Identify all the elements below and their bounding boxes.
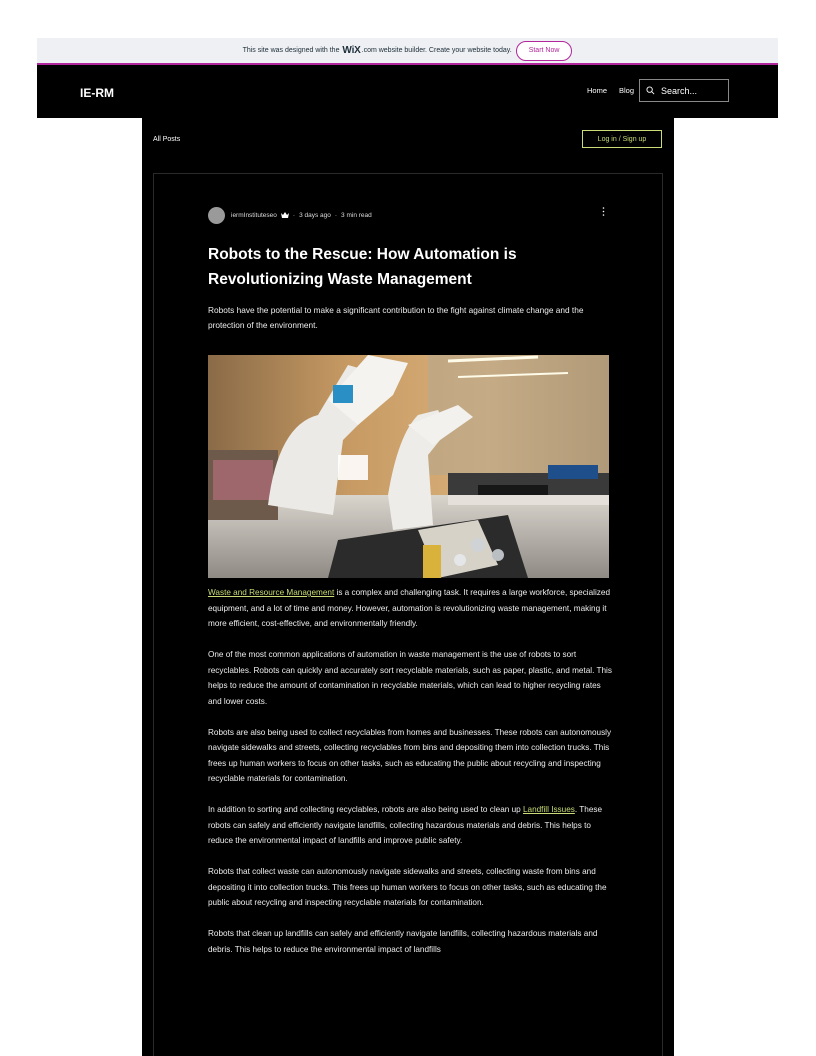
post-meta	[208, 207, 372, 224]
post-excerpt: Robots have the potential to make a significant contribution to the fight against climate change and the protection of the environment.	[208, 305, 584, 330]
banner-text-before: This site was designed with the	[242, 47, 340, 54]
nav-home-link[interactable]: Home	[587, 86, 608, 95]
login-signup-button[interactable]: Log in / Sign up	[582, 130, 662, 148]
read-time: 3 min read	[341, 212, 372, 219]
content-column	[142, 118, 674, 1056]
paragraph: One of the most common applications of automation in waste management is the use of robots to sort recyclables. Robots can quickly and accurately sort recyclable materials, such as paper, plastic, and metal. This helps to reduce the amount of contamination in recyclable materials, which can lead to higher recycling rates and lower costs.	[208, 650, 612, 706]
post-title: Robots to the Rescue: How Automation is Revolutionizing Waste Management	[208, 246, 517, 288]
search-placeholder: Search...	[661, 85, 698, 96]
author-name[interactable]: iermInstituteseo	[231, 212, 277, 219]
avatar[interactable]	[208, 207, 225, 224]
waste-management-link[interactable]: Waste and Resource Management	[208, 588, 335, 597]
wix-logo: WiX	[342, 45, 361, 56]
paragraph-text: . These robots can safely and efficiently navigate landfills, collecting hazardous materials and debris. This helps to reduce the environmental impact of landfills and improve public safety.	[208, 805, 603, 845]
paragraph-text: is a complex and challenging task. It requires a large workforce, specialized equipment, and a lot of time and money. However, automation is revolutionizing waste management, making it more efficient, cost-effective, and environmentally friendly.	[208, 588, 611, 628]
meta-separator: ·	[334, 212, 338, 219]
paragraph-text: In addition to sorting and collecting recyclables, robots are also being used to clean up	[208, 805, 523, 814]
paragraph	[208, 802, 613, 849]
paragraph: Robots that clean up landfills can safely and efficiently navigate landfills, collecting hazardous materials and debris. This helps to reduce the environmental impact of landfills	[208, 929, 598, 954]
post-date: 3 days ago	[299, 212, 331, 219]
paragraph: Robots are also being used to collect recyclables from homes and businesses. These robots can autonomously navigate sidewalks and streets, collecting recyclables from bins and depositing them into collection trucks. This frees up human workers to focus on other tasks, such as educating the public about recycling and inspecting recyclable materials for contamination.	[208, 727, 612, 783]
wix-banner	[37, 38, 778, 65]
meta-separator: ·	[292, 212, 296, 219]
site-logo[interactable]: IE-RM	[80, 86, 114, 100]
paragraph	[208, 585, 613, 632]
search-input[interactable]	[639, 79, 729, 102]
all-posts-link[interactable]: All Posts	[153, 136, 181, 143]
banner-text-after: .com website builder. Create your website today.	[361, 47, 512, 54]
crown-icon	[281, 212, 289, 220]
hero-image	[208, 355, 609, 578]
site-header	[37, 65, 778, 118]
landfill-issues-link[interactable]: Landfill Issues	[522, 805, 575, 814]
more-options-icon[interactable]	[602, 207, 605, 217]
paragraph: Robots that collect waste can autonomously navigate sidewalks and streets, collecting waste from bins and depositing it into collection trucks. This frees up human workers to focus on other tasks, such as educating the public about recycling and inspecting recyclable materials for contamination.	[208, 867, 607, 907]
post-body	[208, 585, 613, 973]
post-card	[153, 173, 663, 1056]
start-now-button[interactable]: Start Now	[516, 41, 573, 61]
nav-blog-link[interactable]: Blog	[619, 86, 635, 95]
search-icon	[646, 82, 655, 100]
